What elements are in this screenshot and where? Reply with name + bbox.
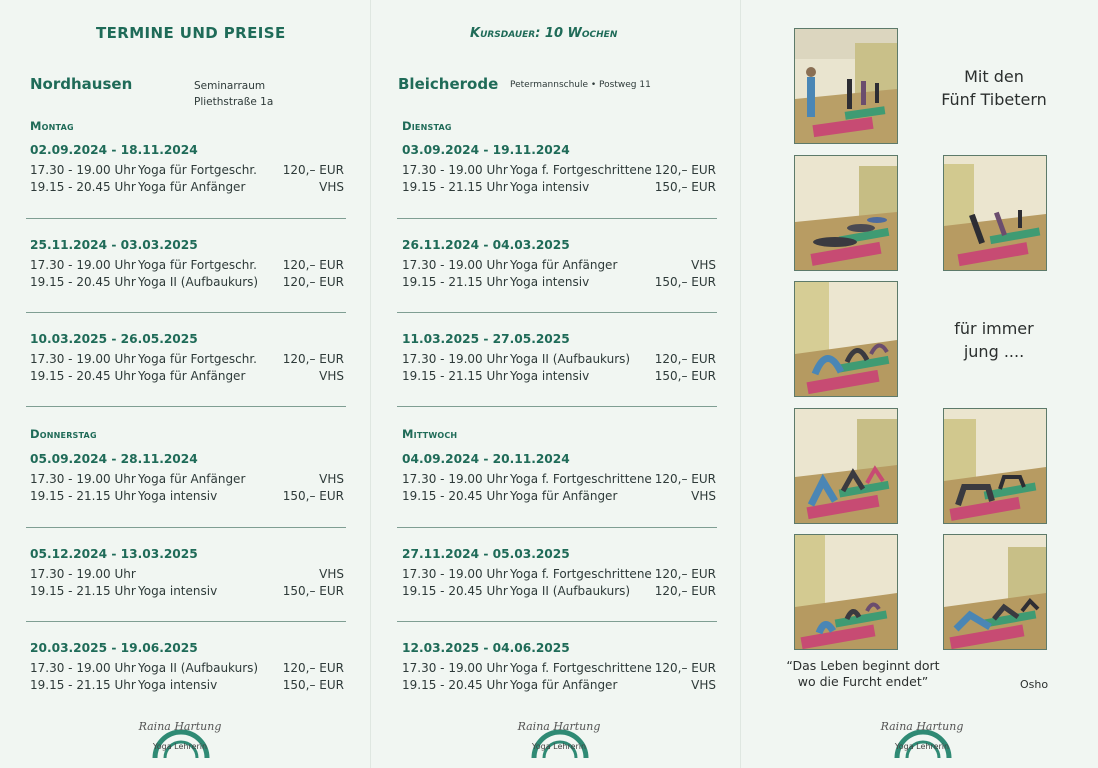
price: 150,– EUR (282, 678, 344, 692)
table-row (30, 567, 346, 584)
quote-line-1: “Das Leben beginnt dort (786, 658, 940, 673)
price: 120,– EUR (654, 163, 716, 177)
schedule-block (30, 452, 346, 506)
schedule-block (402, 547, 718, 601)
course: Yoga intensiv (510, 180, 590, 194)
date-range: 25.11.2024 - 03.03.2025 (30, 238, 198, 252)
date-range: 05.09.2024 - 28.11.2024 (30, 452, 198, 466)
schedule-block (402, 143, 718, 197)
schedule-block (402, 641, 718, 695)
logo (504, 712, 614, 762)
time: 19.15 - 21.15 Uhr (402, 369, 508, 383)
table-row (30, 678, 346, 695)
time: 19.15 - 20.45 Uhr (30, 180, 136, 194)
quote-line-2: wo die Furcht endet” (797, 674, 929, 689)
course-duration: Kursdauer: 10 Wochen (470, 26, 618, 41)
price: 150,– EUR (282, 489, 344, 503)
address-line-1: Seminarraum (194, 80, 266, 92)
course: Yoga II (Aufbaukurs) (510, 352, 631, 366)
price: 120,– EUR (654, 472, 716, 486)
table-row (30, 258, 346, 275)
table-row (402, 275, 718, 292)
price: VHS (319, 180, 344, 194)
address-bleicherode: Petermannschule • Postweg 11 (510, 80, 651, 90)
yoga-photo (794, 408, 898, 524)
time: 17.30 - 19.00 Uhr (30, 661, 136, 675)
date-range: 11.03.2025 - 27.05.2025 (402, 332, 570, 346)
price: 120,– EUR (654, 352, 716, 366)
date-range: 10.03.2025 - 26.05.2025 (30, 332, 198, 346)
tagline-jung (924, 317, 1064, 363)
city-bleicherode: Bleicherode (398, 75, 499, 93)
table-row (402, 678, 718, 695)
course: Yoga f. Fortgeschrittene (510, 567, 652, 581)
schedule-block (402, 238, 718, 292)
table-row (402, 472, 718, 489)
price: 120,– EUR (654, 584, 716, 598)
table-row (402, 258, 718, 275)
course: Yoga II (Aufbaukurs) (510, 584, 631, 598)
date-range: 20.03.2025 - 19.06.2025 (30, 641, 198, 655)
table-row (402, 352, 718, 369)
price: VHS (691, 258, 716, 272)
date-range: 05.12.2024 - 13.03.2025 (30, 547, 198, 561)
date-range: 26.11.2024 - 04.03.2025 (402, 238, 570, 252)
table-row (402, 163, 718, 180)
time: 19.15 - 21.15 Uhr (30, 678, 136, 692)
date-range: 03.09.2024 - 19.11.2024 (402, 143, 570, 157)
price: 120,– EUR (654, 661, 716, 675)
price: 120,– EUR (282, 163, 344, 177)
time: 19.15 - 21.15 Uhr (402, 180, 508, 194)
logo (867, 712, 977, 762)
price: 120,– EUR (654, 567, 716, 581)
price: 120,– EUR (282, 352, 344, 366)
divider (26, 527, 346, 528)
address-nordhausen (194, 78, 273, 110)
tagline-line-1: für immer (954, 319, 1034, 338)
schedule-block (30, 238, 346, 292)
course: Yoga für Anfänger (510, 678, 618, 692)
time: 17.30 - 19.00 Uhr (402, 163, 508, 177)
time: 17.30 - 19.00 Uhr (402, 258, 508, 272)
table-row (30, 489, 346, 506)
table-row (30, 369, 346, 386)
yoga-photo (943, 155, 1047, 271)
tagline-line-2: Fünf Tibetern (941, 90, 1047, 109)
course: Yoga f. Fortgeschrittene (510, 472, 652, 486)
day-dienstag: Dienstag (402, 119, 452, 133)
table-row (402, 180, 718, 197)
panel-nordhausen (0, 0, 370, 768)
quote (780, 658, 946, 690)
divider (26, 218, 346, 219)
price: 150,– EUR (654, 275, 716, 289)
schedule-block (30, 641, 346, 695)
price: VHS (319, 567, 344, 581)
price: 120,– EUR (282, 275, 344, 289)
course: Yoga für Anfänger (138, 369, 246, 383)
divider (397, 621, 717, 622)
table-row (30, 352, 346, 369)
yoga-photo (943, 534, 1047, 650)
time: 17.30 - 19.00 Uhr (402, 567, 508, 581)
course: Yoga intensiv (138, 584, 218, 598)
table-row (402, 584, 718, 601)
day-donnerstag: Donnerstag (30, 427, 97, 441)
panel-bleicherode (370, 0, 740, 768)
table-row (30, 661, 346, 678)
yoga-photo (794, 155, 898, 271)
time: 19.15 - 20.45 Uhr (402, 584, 508, 598)
price: 150,– EUR (654, 369, 716, 383)
price: VHS (319, 472, 344, 486)
course: Yoga für Fortgeschr. (138, 352, 257, 366)
yoga-photo (794, 28, 898, 144)
time: 17.30 - 19.00 Uhr (402, 661, 508, 675)
logo-subtitle: Yoga Lehrerin (894, 742, 950, 751)
logo-signature: Raina Hartung (138, 720, 222, 733)
time: 19.15 - 20.45 Uhr (30, 369, 136, 383)
yoga-photo (943, 408, 1047, 524)
time: 17.30 - 19.00 Uhr (30, 258, 136, 272)
date-range: 04.09.2024 - 20.11.2024 (402, 452, 570, 466)
table-row (402, 369, 718, 386)
course: Yoga intensiv (510, 275, 590, 289)
divider (397, 218, 717, 219)
schedule-block (402, 452, 718, 506)
table-row (30, 180, 346, 197)
price: 120,– EUR (282, 258, 344, 272)
yoga-photo (794, 534, 898, 650)
course: Yoga für Fortgeschr. (138, 163, 257, 177)
price: 150,– EUR (282, 584, 344, 598)
schedule-block (402, 332, 718, 386)
table-row (30, 275, 346, 292)
city-nordhausen: Nordhausen (30, 75, 133, 93)
logo-signature: Raina Hartung (517, 720, 601, 733)
schedule-block (30, 547, 346, 601)
time: 19.15 - 20.45 Uhr (30, 275, 136, 289)
divider (397, 406, 717, 407)
course: Yoga für Anfänger (510, 489, 618, 503)
course: Yoga f. Fortgeschrittene (510, 661, 652, 675)
price: VHS (691, 489, 716, 503)
time: 19.15 - 21.15 Uhr (402, 275, 508, 289)
quote-author: Osho (1020, 678, 1049, 691)
course: Yoga für Fortgeschr. (138, 258, 257, 272)
time: 19.15 - 20.45 Uhr (402, 678, 508, 692)
course: Yoga für Anfänger (138, 472, 246, 486)
tagline-tibeter (924, 65, 1064, 111)
logo-subtitle: Yoga Lehrerin (531, 742, 587, 751)
date-range: 12.03.2025 - 04.06.2025 (402, 641, 570, 655)
time: 19.15 - 21.15 Uhr (30, 489, 136, 503)
table-row (30, 163, 346, 180)
price: VHS (319, 369, 344, 383)
tagline-line-2: jung .... (963, 342, 1025, 361)
time: 17.30 - 19.00 Uhr (30, 352, 136, 366)
course: Yoga II (Aufbaukurs) (138, 275, 259, 289)
tagline-line-1: Mit den (964, 67, 1024, 86)
table-row (402, 567, 718, 584)
price: VHS (691, 678, 716, 692)
course: Yoga für Anfänger (138, 180, 246, 194)
logo-signature: Raina Hartung (880, 720, 964, 733)
logo (125, 712, 235, 762)
course: Yoga II (Aufbaukurs) (138, 661, 259, 675)
table-row (30, 584, 346, 601)
table-row (402, 489, 718, 506)
course: Yoga f. Fortgeschrittene (510, 163, 652, 177)
yoga-photo (794, 281, 898, 397)
course: Yoga für Anfänger (510, 258, 618, 272)
price: 120,– EUR (282, 661, 344, 675)
schedule-block (30, 143, 346, 197)
page-title: TERMINE UND PREISE (96, 24, 286, 42)
address-line-2: Pliethstraße 1a (194, 96, 274, 108)
divider (26, 406, 346, 407)
logo-subtitle: Yoga Lehrerin (152, 742, 208, 751)
time: 19.15 - 20.45 Uhr (402, 489, 508, 503)
time: 17.30 - 19.00 Uhr (402, 352, 508, 366)
course: Yoga intensiv (138, 489, 218, 503)
date-range: 27.11.2024 - 05.03.2025 (402, 547, 570, 561)
divider (397, 527, 717, 528)
time: 17.30 - 19.00 Uhr (30, 472, 136, 486)
course: Yoga intensiv (138, 678, 218, 692)
time: 17.30 - 19.00 Uhr (30, 567, 136, 581)
time: 17.30 - 19.00 Uhr (402, 472, 508, 486)
table-row (402, 661, 718, 678)
time: 19.15 - 21.15 Uhr (30, 584, 136, 598)
panel-photos (740, 0, 1098, 768)
day-montag: Montag (30, 119, 74, 133)
divider (26, 312, 346, 313)
course: Yoga intensiv (510, 369, 590, 383)
time: 17.30 - 19.00 Uhr (30, 163, 136, 177)
day-mittwoch: Mittwoch (402, 427, 458, 441)
schedule-block (30, 332, 346, 386)
date-range: 02.09.2024 - 18.11.2024 (30, 143, 198, 157)
divider (26, 621, 346, 622)
divider (397, 312, 717, 313)
price: 150,– EUR (654, 180, 716, 194)
table-row (30, 472, 346, 489)
